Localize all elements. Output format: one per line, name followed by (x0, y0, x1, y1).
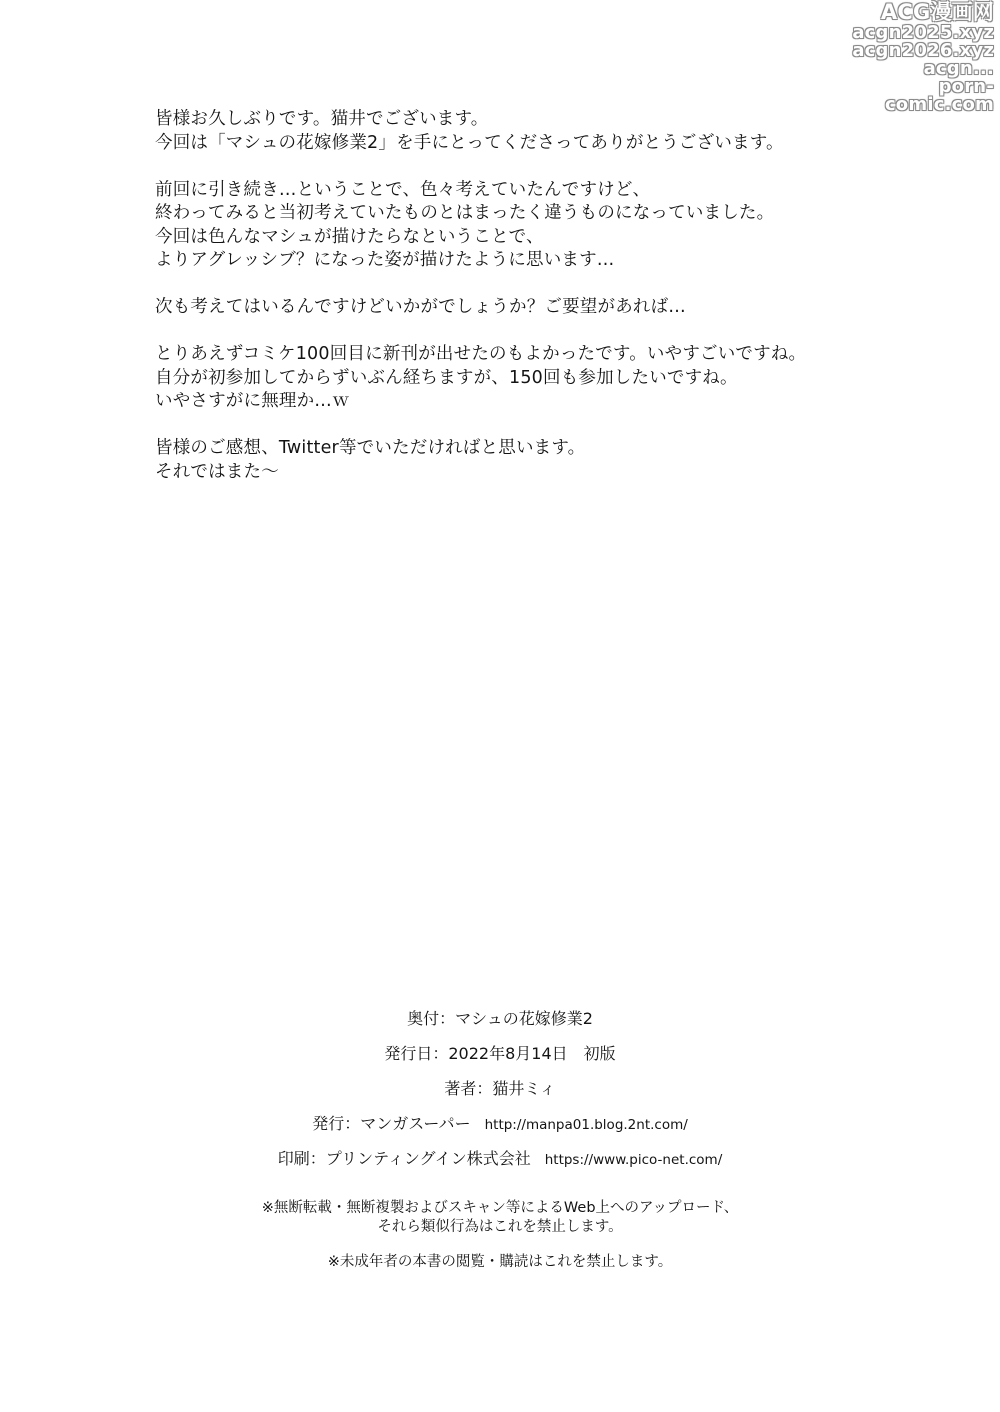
printer-url: https://www.pico-net.com/ (544, 1152, 723, 1168)
afterword-line: 今回は色んなマシュが描けたらなということで、 (155, 226, 544, 247)
copyright-notice (0, 1199, 1000, 1272)
notice-minors: ※未成年者の本書の閲覧・購読はこれを禁止します。 (327, 1254, 673, 1270)
publisher-url: http://manpa01.blog.2nt.com/ (484, 1117, 688, 1133)
watermark-domain-2: acgn2026.xyz (852, 40, 994, 61)
colophon-printer: 印刷：プリンティングイン株式会社 (277, 1149, 531, 1168)
colophon-publisher-row (0, 1113, 1000, 1148)
watermark-domain-1: acgn2025.xyz (852, 22, 994, 43)
site-watermark (844, 2, 994, 114)
afterword-line: 皆様お久しぶりです。猫井でございます。 (155, 109, 489, 129)
afterword-line: 皆様のご感想、Twitter等でいただければと思います。 (155, 438, 586, 458)
afterword-line: よりアグレッシブ？になった姿が描けたように思います… (155, 250, 615, 270)
afterword-paragraph-next (155, 296, 855, 320)
colophon-title: 奥付：マシュの花嫁修業2 (407, 1009, 593, 1028)
watermark-domain-3: acgn... (923, 58, 994, 79)
colophon-author: 著者：猫井ミィ (444, 1079, 556, 1098)
afterword-paragraph-closing (155, 437, 855, 484)
notice-line: ※無断転載・無断複製およびスキャン等によるWeb上へのアップロード、 (261, 1200, 739, 1216)
afterword-line: とりあえずコミケ100回目に新刊が出せたのもよかったです。いやすごいですね。 (155, 344, 807, 364)
afterword-line: 自分が初参加してからずいぶん経ちますが、150回も参加したいですね。 (155, 367, 738, 388)
afterword-line: 今回は「マシュの花嫁修業2」を手にとってくださってありがとうございます。 (155, 132, 784, 153)
colophon (0, 1008, 1000, 1183)
colophon-printer-row (0, 1148, 1000, 1183)
afterword (155, 108, 855, 508)
watermark-brand: ACG漫画网 (880, 0, 994, 24)
colophon-date: 発行日：2022年8月14日 初版 (384, 1044, 616, 1063)
watermark-domain-4: porn-comic.com (884, 76, 994, 115)
notice-spacer (0, 1237, 1000, 1253)
afterword-paragraph-story (155, 179, 855, 273)
notice-line: それら類似行為はこれを禁止します。 (377, 1219, 623, 1235)
afterword-line: いやさすがに無理か…ｗ (155, 391, 350, 411)
afterword-paragraph-comiket (155, 343, 855, 414)
afterword-line: 次も考えてはいるんですけどいかがでしょうか？ご要望があれば… (155, 297, 686, 317)
afterword-line: 前回に引き続き…ということで、色々考えていたんですけど、 (155, 179, 651, 200)
colophon-publisher: 発行：マンガスーパー (312, 1114, 471, 1133)
afterword-paragraph-greeting (155, 108, 855, 155)
afterword-line: それではまた～ (155, 461, 279, 482)
afterword-line: 終わってみると当初考えていたものとはまったく違うものになっていました。 (155, 203, 775, 223)
